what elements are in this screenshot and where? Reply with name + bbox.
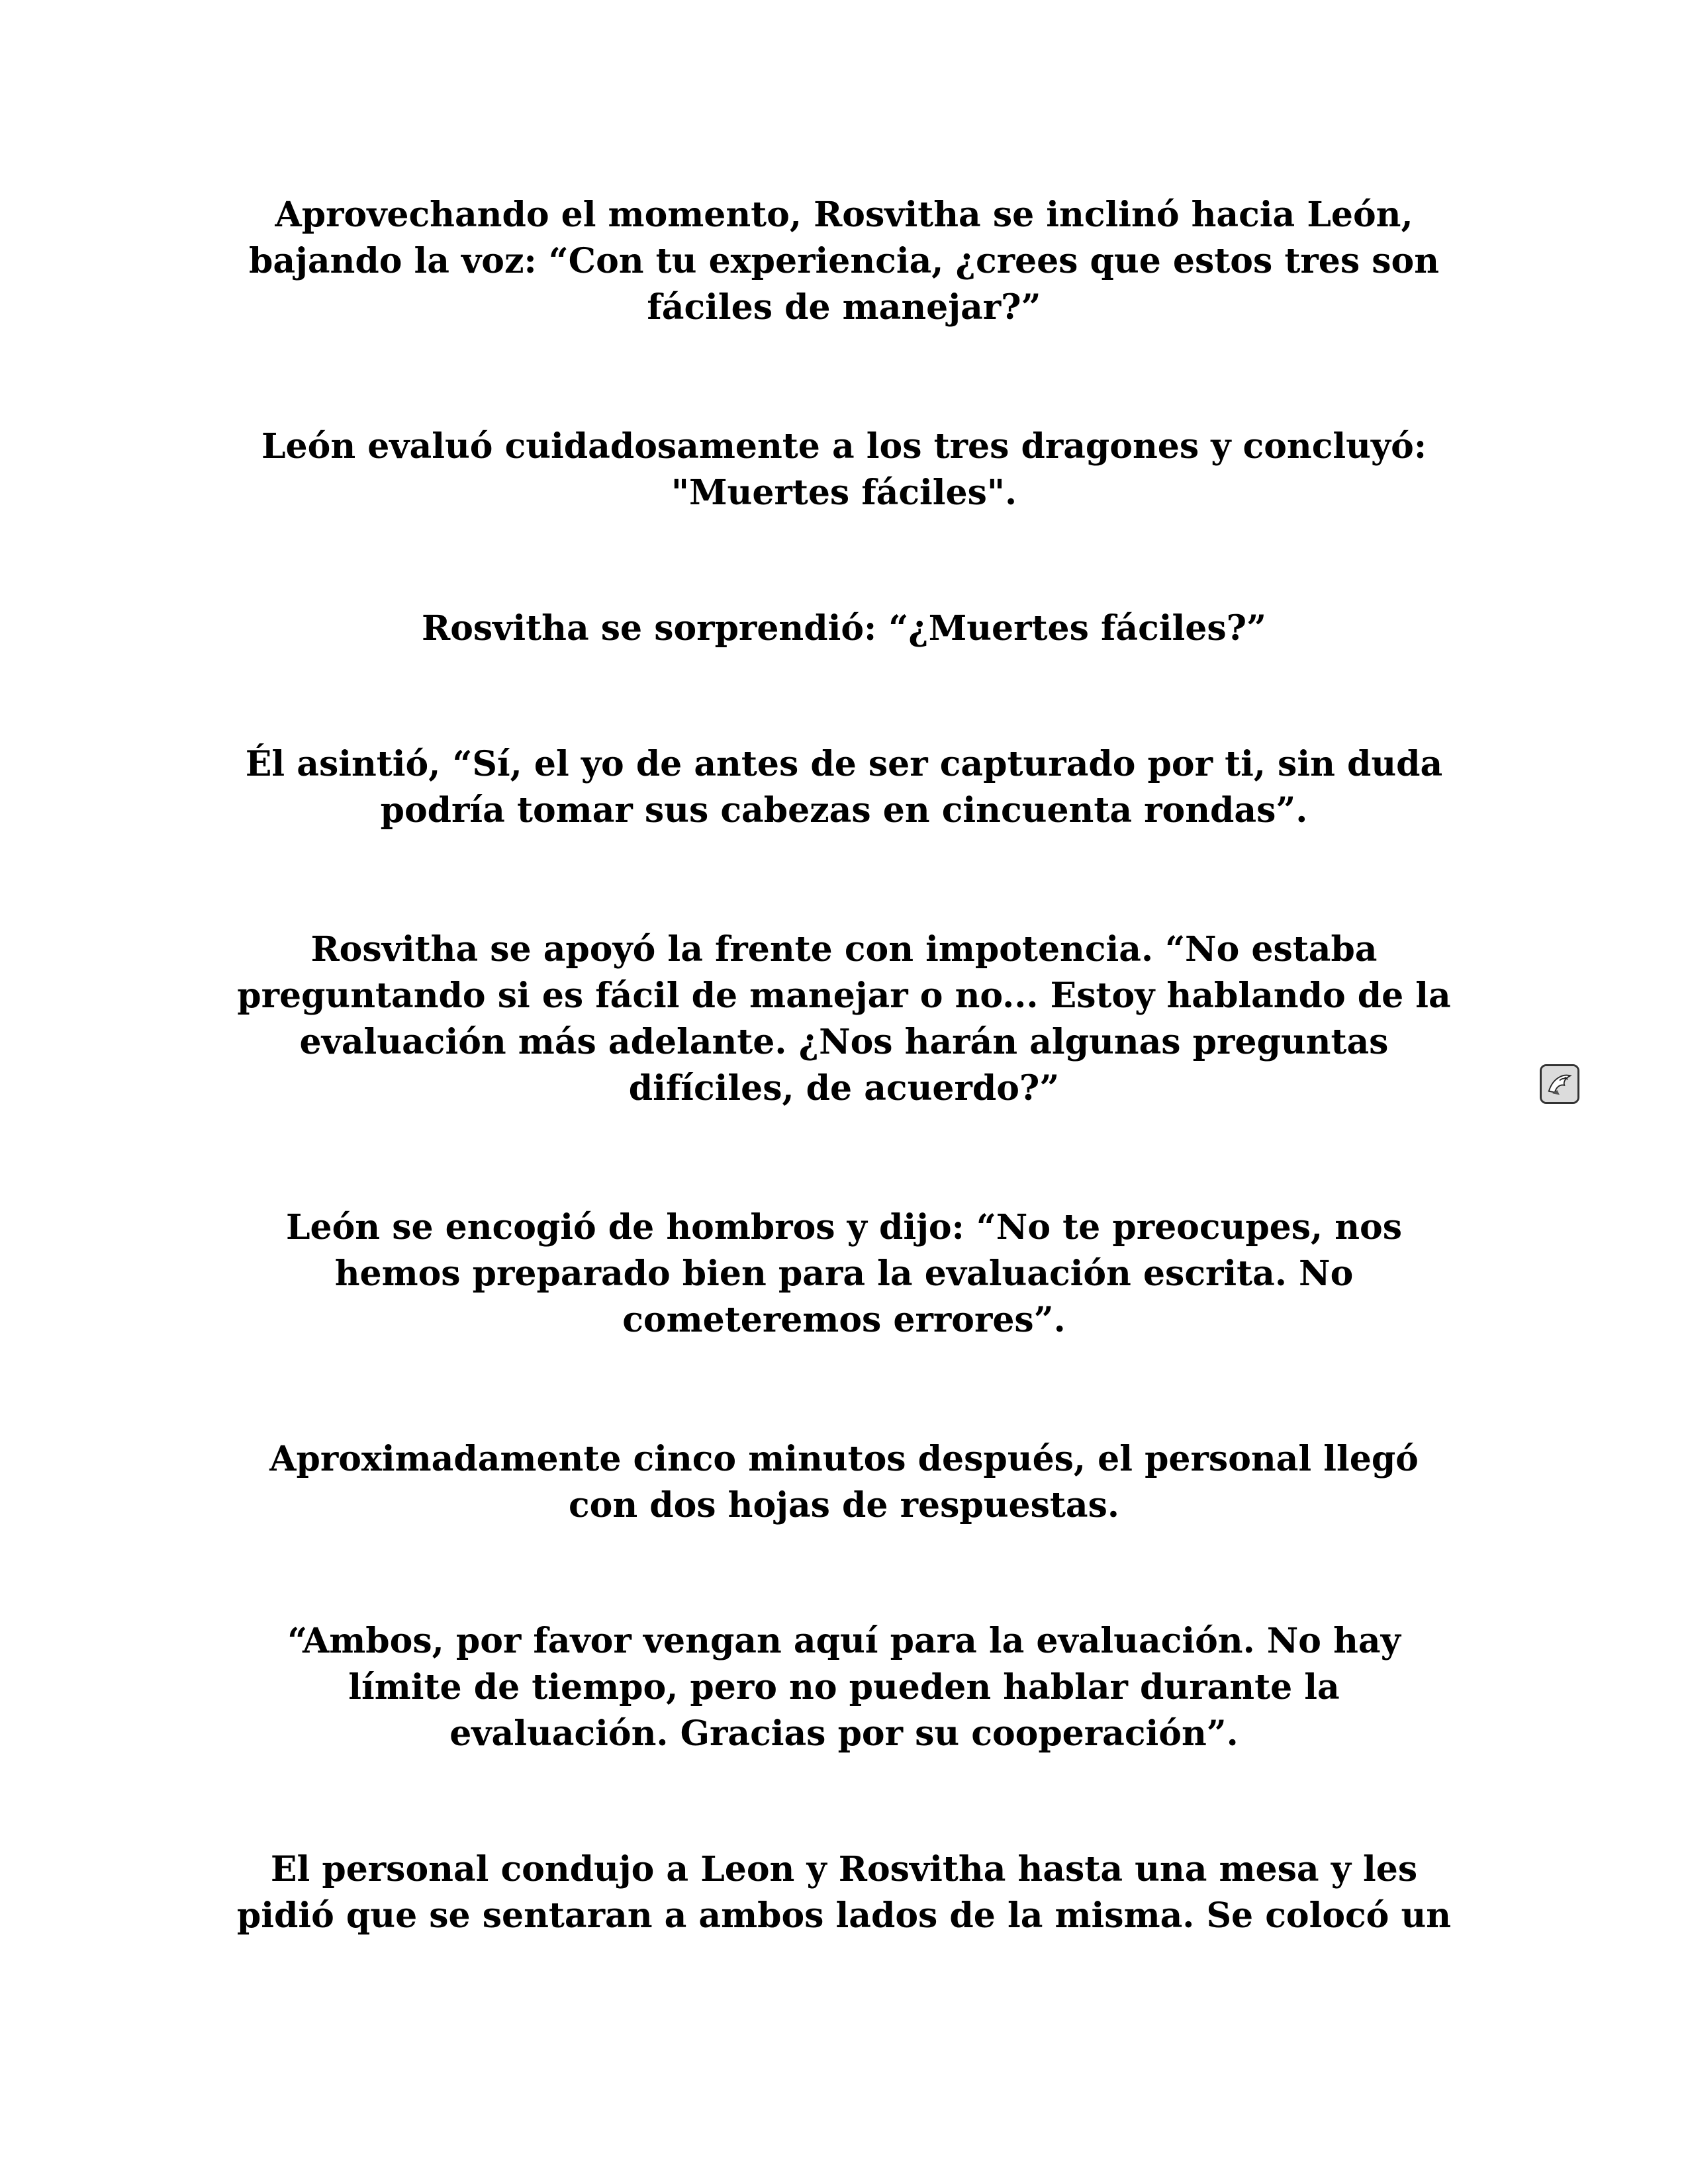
paragraph-6: León se encogió de hombros y dijo: “No te preocupes, nos hemos preparado bien para la evaluación escrita. No cometeremos errores”.	[285, 1207, 1403, 1340]
paragraph-4: Él asintió, “Sí, el yo de antes de ser capturado por ti, sin duda podría tomar sus cabezas en cincuenta rondas”.	[245, 744, 1443, 831]
paragraph-2: León evaluó cuidadosamente a los tres dragones y concluyó: "Muertes fáciles".	[261, 426, 1427, 513]
paragraph-8: “Ambos, por favor vengan aquí para la evaluación. No hay límite de tiempo, pero no pueden hablar durante la evaluación. Gracias por su cooperación”.	[287, 1621, 1401, 1754]
paragraph-5: Rosvitha se apoyó la frente con impotencia. “No estaba preguntando si es fácil de manejar o no... Estoy hablando de la evaluación más adelante. ¿Nos harán algunas preguntas difíciles, de acuerdo?”	[237, 929, 1451, 1109]
paragraph-1: Aprovechando el momento, Rosvitha se inclinó hacia León, bajando la voz: “Con tu experiencia, ¿crees que estos tres son fáciles de manejar?”	[248, 195, 1439, 328]
dragon-emblem-icon[interactable]	[1540, 1064, 1579, 1104]
paragraph-3: Rosvitha se sorprendió: “¿Muertes fáciles?”	[421, 608, 1266, 649]
paragraph-7: Aproximadamente cinco minutos después, el personal llegó con dos hojas de respuestas.	[269, 1439, 1419, 1525]
paragraph-9: El personal condujo a Leon y Rosvitha hasta una mesa y les pidió que se sentaran a ambos lados de la misma. Se colocó un	[236, 1849, 1452, 1936]
